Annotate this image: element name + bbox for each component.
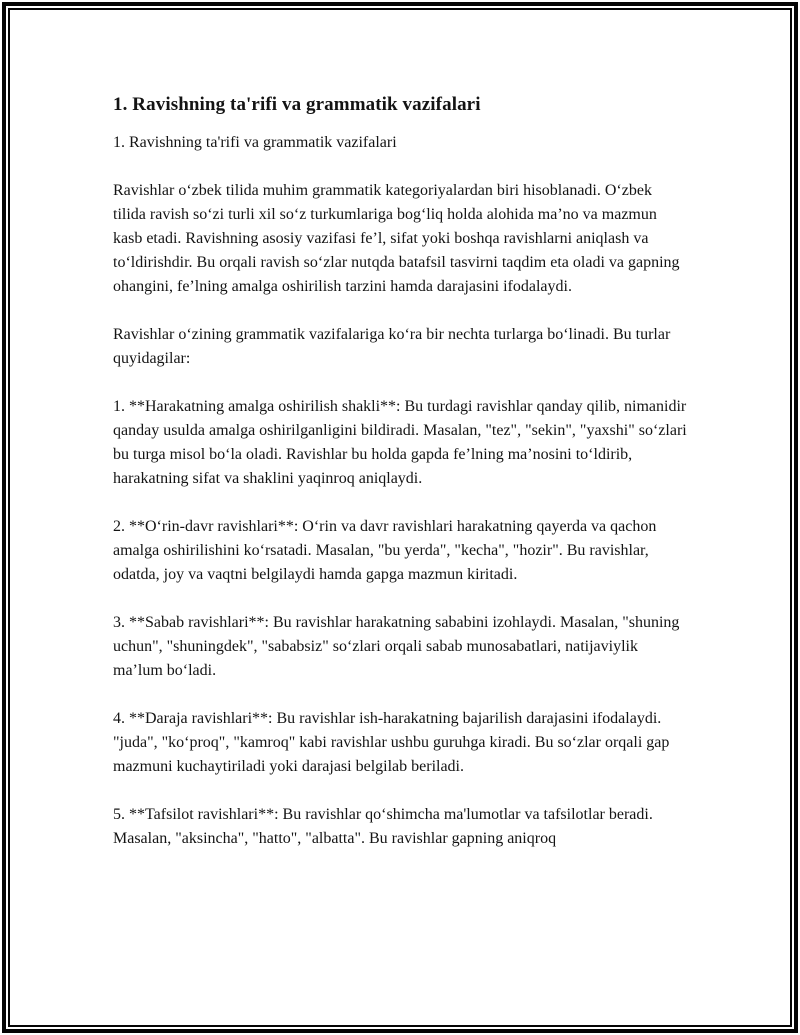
page-inner-frame bbox=[8, 8, 792, 1027]
paragraph-type-3: 3. **Sabab ravishlari**: Bu ravishlar harakatning sababini izohlaydi. Masalan, "shuning uchun", "shuningdek", "sababsiz" soʻzlari orqali sabab munosabatlari, natijaviylik ma’lum boʻladi. bbox=[113, 614, 680, 679]
paragraph-type-4: 4. **Daraja ravishlari**: Bu ravishlar ish-harakatning bajarilish darajasini ifodalaydi. "juda", "koʻproq", "kamroq" kabi ravishlar ushbu guruhga kiradi. Bu soʻzlar orqali gap mazmuni kuchaytiriladi yoki darajasi belgilab beriladi. bbox=[113, 710, 670, 775]
document-content bbox=[10, 10, 790, 1025]
page-outer-frame bbox=[2, 2, 798, 1033]
document-subtitle: 1. Ravishning ta'rifi va grammatik vazifalari bbox=[113, 134, 397, 151]
document-title: 1. Ravishning ta'rifi va grammatik vazifalari bbox=[113, 94, 481, 115]
paragraph-type-1: 1. **Harakatning amalga oshirilish shakli**: Bu turdagi ravishlar qanday qilib, nimanidir qanday usulda amalga oshirilganligini bildiradi. Masalan, "tez", "sekin", "yaxshi" soʻzlari bu turga misol boʻla oladi. Ravishlar bu holda gapda fe’lning ma’nosini toʻldirib, harakatning sifat va shaklini yaqinroq aniqlaydi. bbox=[113, 398, 687, 487]
paragraph-types-intro: Ravishlar oʻzining grammatik vazifalariga koʻra bir nechta turlarga boʻlinadi. Bu turlar quyidagilar: bbox=[113, 326, 671, 367]
paragraph-type-5: 5. **Tafsilot ravishlari**: Bu ravishlar qoʻshimcha ma'lumotlar va tafsilotlar beradi. Masalan, "aksincha", "hatto", "albatta". Bu ravishlar gapning aniqroq bbox=[113, 806, 653, 847]
paragraph-intro: Ravishlar oʻzbek tilida muhim grammatik kategoriyalardan biri hisoblanadi. Oʻzbek tilida ravish soʻzi turli xil soʻz turkumlariga bogʻliq holda alohida ma’no va mazmun kasb etadi. Ravishning asosiy vazifasi fe’l, sifat yoki boshqa ravishlarni aniqlash va toʻldirishdir. Bu orqali ravish soʻzlar nutqda batafsil tasvirni taqdim eta oladi va gapning ohangini, fe’lning amalga oshirilish tarzini hamda darajasini ifodalaydi. bbox=[113, 182, 680, 295]
paragraph-type-2: 2. **Oʻrin-davr ravishlari**: Oʻrin va davr ravishlari harakatning qayerda va qachon amalga oshirilishini koʻrsatadi. Masalan, "bu yerda", "kecha", "hozir". Bu ravishlar, odatda, joy va vaqtni belgilaydi hamda gapga mazmun kiritadi. bbox=[113, 518, 657, 583]
